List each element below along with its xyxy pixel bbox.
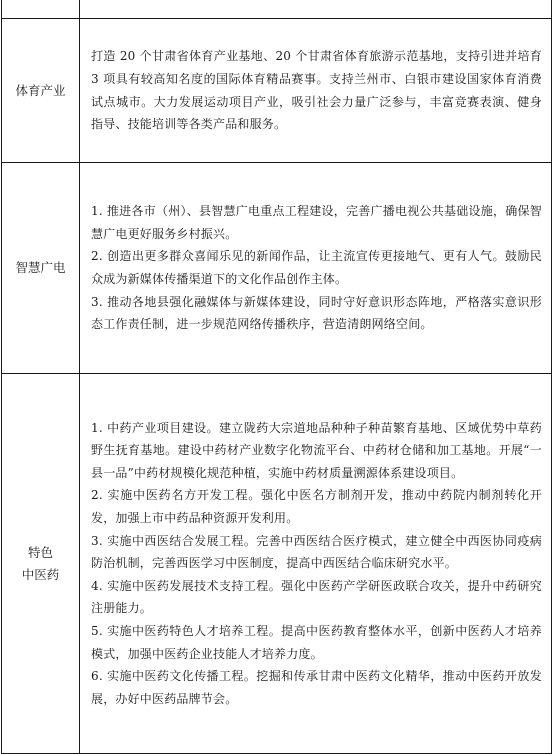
row-content-tcm bbox=[80, 374, 552, 754]
label-line: 智慧广电 bbox=[15, 260, 66, 275]
paragraph: 2. 实施中医药名方开发工程。强化中医名方制剂开发，推动中药院内制剂转化开发，加强上市中药品种资源开发利用。 bbox=[91, 488, 542, 526]
table-row-tcm bbox=[2, 374, 552, 754]
paragraph: 打造 20 个甘肃省体育产业基地、20 个甘肃省体育旅游示范基地，支持引进并培育 3 项具有较高知名度的国际体育精品赛事。支持兰州市、白银市建设国家体育消费试点城市。大力发展运动项目产业，吸引社会力量广泛参与，丰富竞赛表演、健身指导、技能培训等各类产品和服务。 bbox=[91, 49, 542, 132]
paragraph: 3. 推动各地县强化融媒体与新媒体建设，同时守好意识形态阵地，严格落实意识形态工作责任制，进一步规范网络传播秩序，营造清朗网络空间。 bbox=[91, 294, 542, 332]
table-row-smart-broadcasting bbox=[2, 163, 552, 374]
paragraph: 2. 创造出更多群众喜闻乐见的新闻作品，让主流宣传更接地气、更有人气。鼓励民众成为新媒体传播渠道下的文化作品创作主体。 bbox=[91, 249, 542, 286]
blank-content-cell bbox=[80, 0, 552, 19]
row-content-smart-broadcasting bbox=[80, 163, 552, 374]
row-label-tcm bbox=[2, 374, 80, 754]
paragraph: 1. 中药产业项目建设。建立陇药大宗道地品种种子种苗繁育基地、区域优势中草药野生抚育基地。建设中药材产业数字化物流平台、中药材仓储和加工基地。开展“一县一品”中药材规模化规范种植，实施中药材质量溯源体系建设项目。 bbox=[91, 420, 542, 480]
label-line: 特色 bbox=[27, 544, 53, 560]
row-label-smart-broadcasting bbox=[2, 163, 80, 374]
policy-table bbox=[1, 0, 552, 754]
row-content-sports bbox=[80, 19, 552, 163]
paragraph: 1. 推进各市（州）、县智慧广电重点工程建设，完善广播电视公共基础设施，确保智慧广电更好服务乡村振兴。 bbox=[91, 204, 542, 241]
row-label-sports bbox=[2, 19, 80, 163]
paragraph: 5. 实施中医药特色人才培养工程。提高中医药教育整体水平，创新中医药人才培养模式，加强中医药企业技能人才培养力度。 bbox=[91, 623, 542, 661]
blank-label-cell bbox=[2, 0, 80, 19]
table-row-sports bbox=[2, 19, 552, 163]
table-row-blank bbox=[2, 0, 552, 19]
paragraph: 3. 实施中西医结合发展工程。完善中西医结合医疗模式，建立健全中西医协同疫病防治机制，完善西医学习中医制度，提高中西医结合临床研究水平。 bbox=[91, 533, 542, 571]
paragraph: 6. 实施中医药文化传播工程。挖掘和传承甘肃中医药文化精华，推动中医药开放发展，办好中医药品牌节会。 bbox=[91, 669, 542, 706]
label-line: 中医药 bbox=[21, 566, 60, 582]
label-line: 体育产业 bbox=[15, 82, 66, 98]
paragraph: 4. 实施中医药发展技术支持工程。强化中医药产学研医政联合攻关，提升中药研究注册能力。 bbox=[91, 578, 542, 616]
